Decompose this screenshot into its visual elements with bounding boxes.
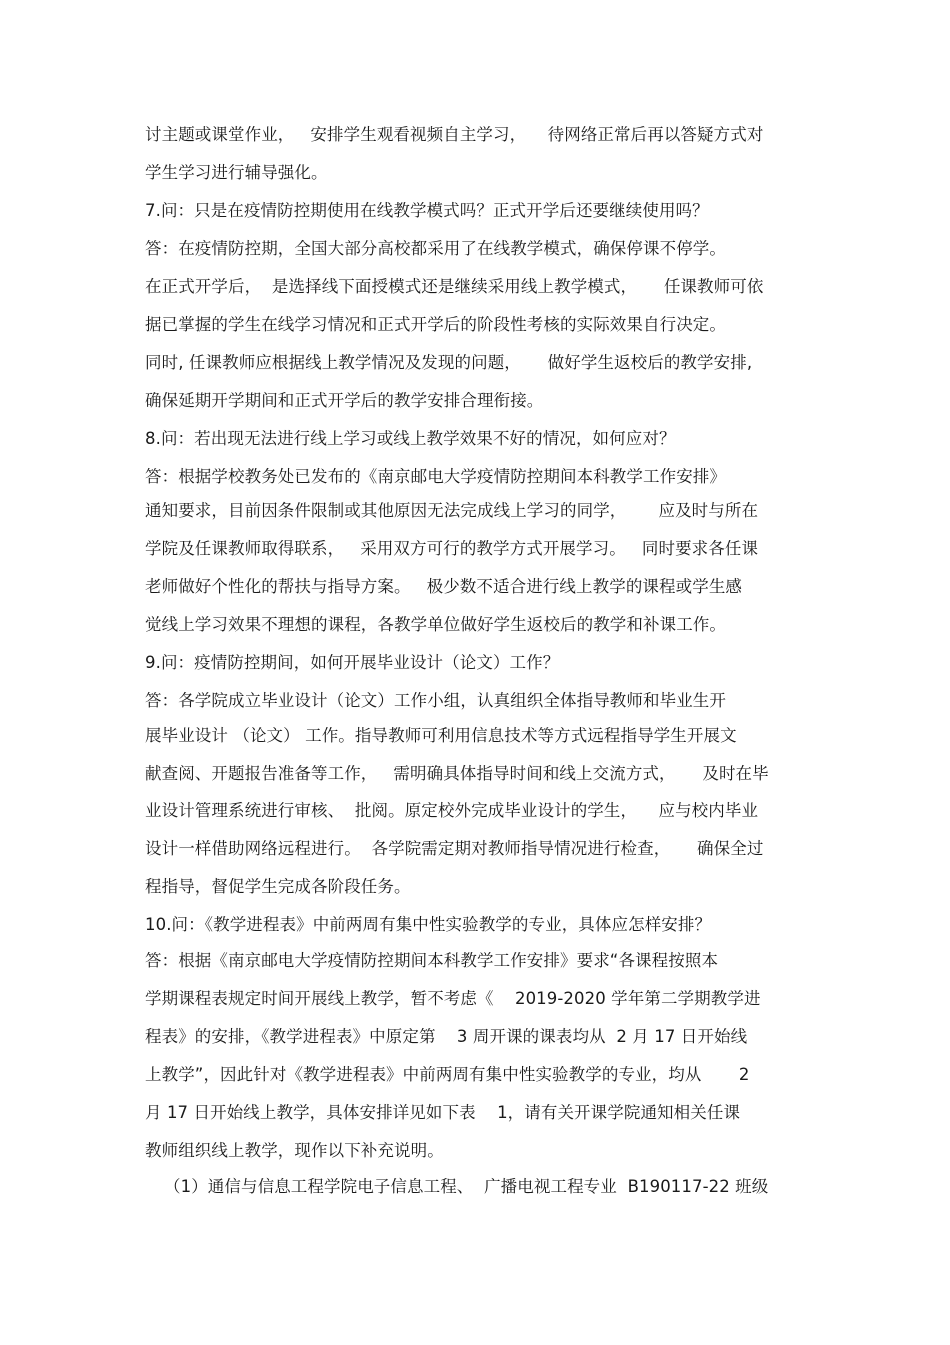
question-line: 7.问：只是在疫情防控期使用在线教学模式吗？正式开学后还要继续使用吗？ — [145, 201, 709, 220]
text-line: 月 17 日开始线上教学，具体安排详见如下表 1，请有关开课学院通知相关任课 — [145, 1103, 741, 1122]
text-line: 据已掌握的学生在线学习情况和正式开学后的阶段性考核的实际效果自行决定。 — [145, 315, 726, 334]
answer-line: 答：根据《南京邮电大学疫情防控期间本科教学工作安排》要求“各课程按照本 — [145, 951, 719, 970]
question-line: 9.问：疫情防控期间，如何开展毕业设计（论文）工作？ — [145, 653, 560, 672]
text-line: 上教学”，因此针对《教学进程表》中前两周有集中性实验教学的专业，均从 2 — [145, 1065, 750, 1084]
text-line: 业设计管理系统进行审核、 批阅。原定校外完成毕业设计的学生， 应与校内毕业 — [145, 801, 759, 820]
answer-line: 答：各学院成立毕业设计（论文）工作小组，认真组织全体指导教师和毕业生开 — [145, 691, 726, 710]
text-line: 设计一样借助网络远程进行。 各学院需定期对教师指导情况进行检查， 确保全过 — [145, 839, 764, 858]
text-line: 同时, 任课教师应根据线上教学情况及发现的问题， 做好学生返校后的教学安排, — [145, 353, 753, 372]
text-line: 程指导，督促学生完成各阶段任务。 — [145, 877, 411, 896]
answer-line: 答：根据学校教务处已发布的《南京邮电大学疫情防控期间本科教学工作安排》 — [145, 467, 726, 486]
text-line: 学生学习进行辅导强化。 — [145, 163, 328, 182]
question-line: 8.问：若出现无法进行线上学习或线上教学效果不好的情况，如何应对？ — [145, 429, 676, 448]
text-line: 程表》的安排，《教学进程表》中原定第 3 周开课的课表均从 2 月 17 日开始线 — [145, 1027, 748, 1046]
question-line: 10.问：《教学进程表》中前两周有集中性实验教学的专业，具体应怎样安排？ — [145, 915, 712, 934]
answer-line: 答：在疫情防控期，全国大部分高校都采用了在线教学模式，确保停课不停学。 — [145, 239, 726, 258]
text-line: 通知要求，目前因条件限制或其他原因无法完成线上学习的同学， 应及时与所在 — [145, 501, 759, 520]
text-line: 展毕业设计 （论文） 工作。指导教师可利用信息技术等方式远程指导学生开展文 — [145, 726, 737, 745]
text-line: 讨主题或课堂作业， 安排学生观看视频自主学习， 待网络正常后再以答疑方式对 — [145, 125, 764, 144]
text-line: 教师组织线上教学，现作以下补充说明。 — [145, 1141, 444, 1160]
list-item-line: （1）通信与信息工程学院电子信息工程、 广播电视工程专业 B190117-22 班级 — [164, 1177, 769, 1196]
text-line: 献查阅、开题报告准备等工作， 需明确具体指导时间和线上交流方式， 及时在毕 — [145, 764, 769, 783]
text-line: 学期课程表规定时间开展线上教学，暂不考虑《 2019-2020 学年第二学期教学进 — [145, 989, 761, 1008]
text-line: 确保延期开学期间和正式开学后的教学安排合理衔接。 — [145, 391, 544, 410]
text-line: 老师做好个性化的帮扶与指导方案。 极少数不适合进行线上教学的课程或学生感 — [145, 577, 743, 596]
text-line: 在正式开学后， 是选择线下面授模式还是继续采用线上教学模式， 任课教师可依 — [145, 277, 764, 296]
text-line: 学院及任课教师取得联系， 采用双方可行的教学方式开展学习。 同时要求各任课 — [145, 539, 759, 558]
text-line: 觉线上学习效果不理想的课程，各教学单位做好学生返校后的教学和补课工作。 — [145, 615, 726, 634]
